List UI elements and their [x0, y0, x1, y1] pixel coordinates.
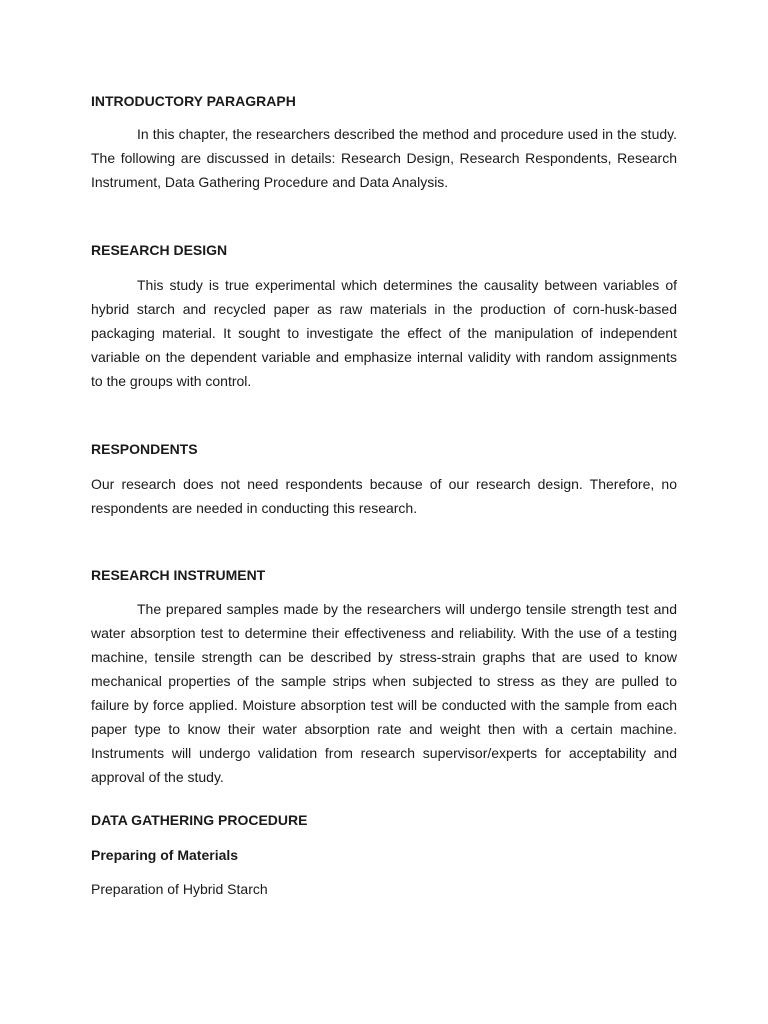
paragraph-research-design: This study is true experimental which determines the causality between variables of hybrid starch and recycled paper as raw materials in the production of corn-husk-based packaging material. It sought to investigate the effect of the manipulation of independent variable on the dependent variable and emphasize internal validity with random assignments to the groups with control.: [91, 277, 677, 389]
paragraph-respondents: Our research does not need respondents because of our research design. Therefore, no respondents are needed in conducting this research.: [91, 476, 677, 516]
heading-research-design: RESEARCH DESIGN: [91, 242, 228, 258]
item-preparation-of-hybrid-starch: Preparation of Hybrid Starch: [91, 881, 268, 897]
heading-research-instrument: RESEARCH INSTRUMENT: [91, 567, 266, 583]
heading-data-gathering-procedure: DATA GATHERING PROCEDURE: [91, 812, 308, 828]
paragraph-research-instrument: The prepared samples made by the researchers will undergo tensile strength test and water absorption test to determine their effectiveness and reliability. With the use of a testing machine, tensile strength can be described by stress-strain graphs that are used to know mechanical properties of the sample strips when subjected to stress as they are pulled to failure by force applied. Moisture absorption test will be conducted with the sample from each paper type to know their water absorption rate and weight then with a certain machine. Instruments will undergo validation from research supervisor/experts for acceptability and approval of the study.: [91, 601, 677, 785]
subheading-preparing-of-materials: Preparing of Materials: [91, 847, 239, 863]
heading-introductory-paragraph: INTRODUCTORY PARAGRAPH: [91, 93, 296, 109]
heading-respondents: RESPONDENTS: [91, 441, 198, 457]
paragraph-introductory: In this chapter, the researchers described the method and procedure used in the study. The following are discussed in details: Research Design, Research Respondents, Research Instrument, Data Gathering Procedure and Data Analysis.: [91, 126, 677, 190]
